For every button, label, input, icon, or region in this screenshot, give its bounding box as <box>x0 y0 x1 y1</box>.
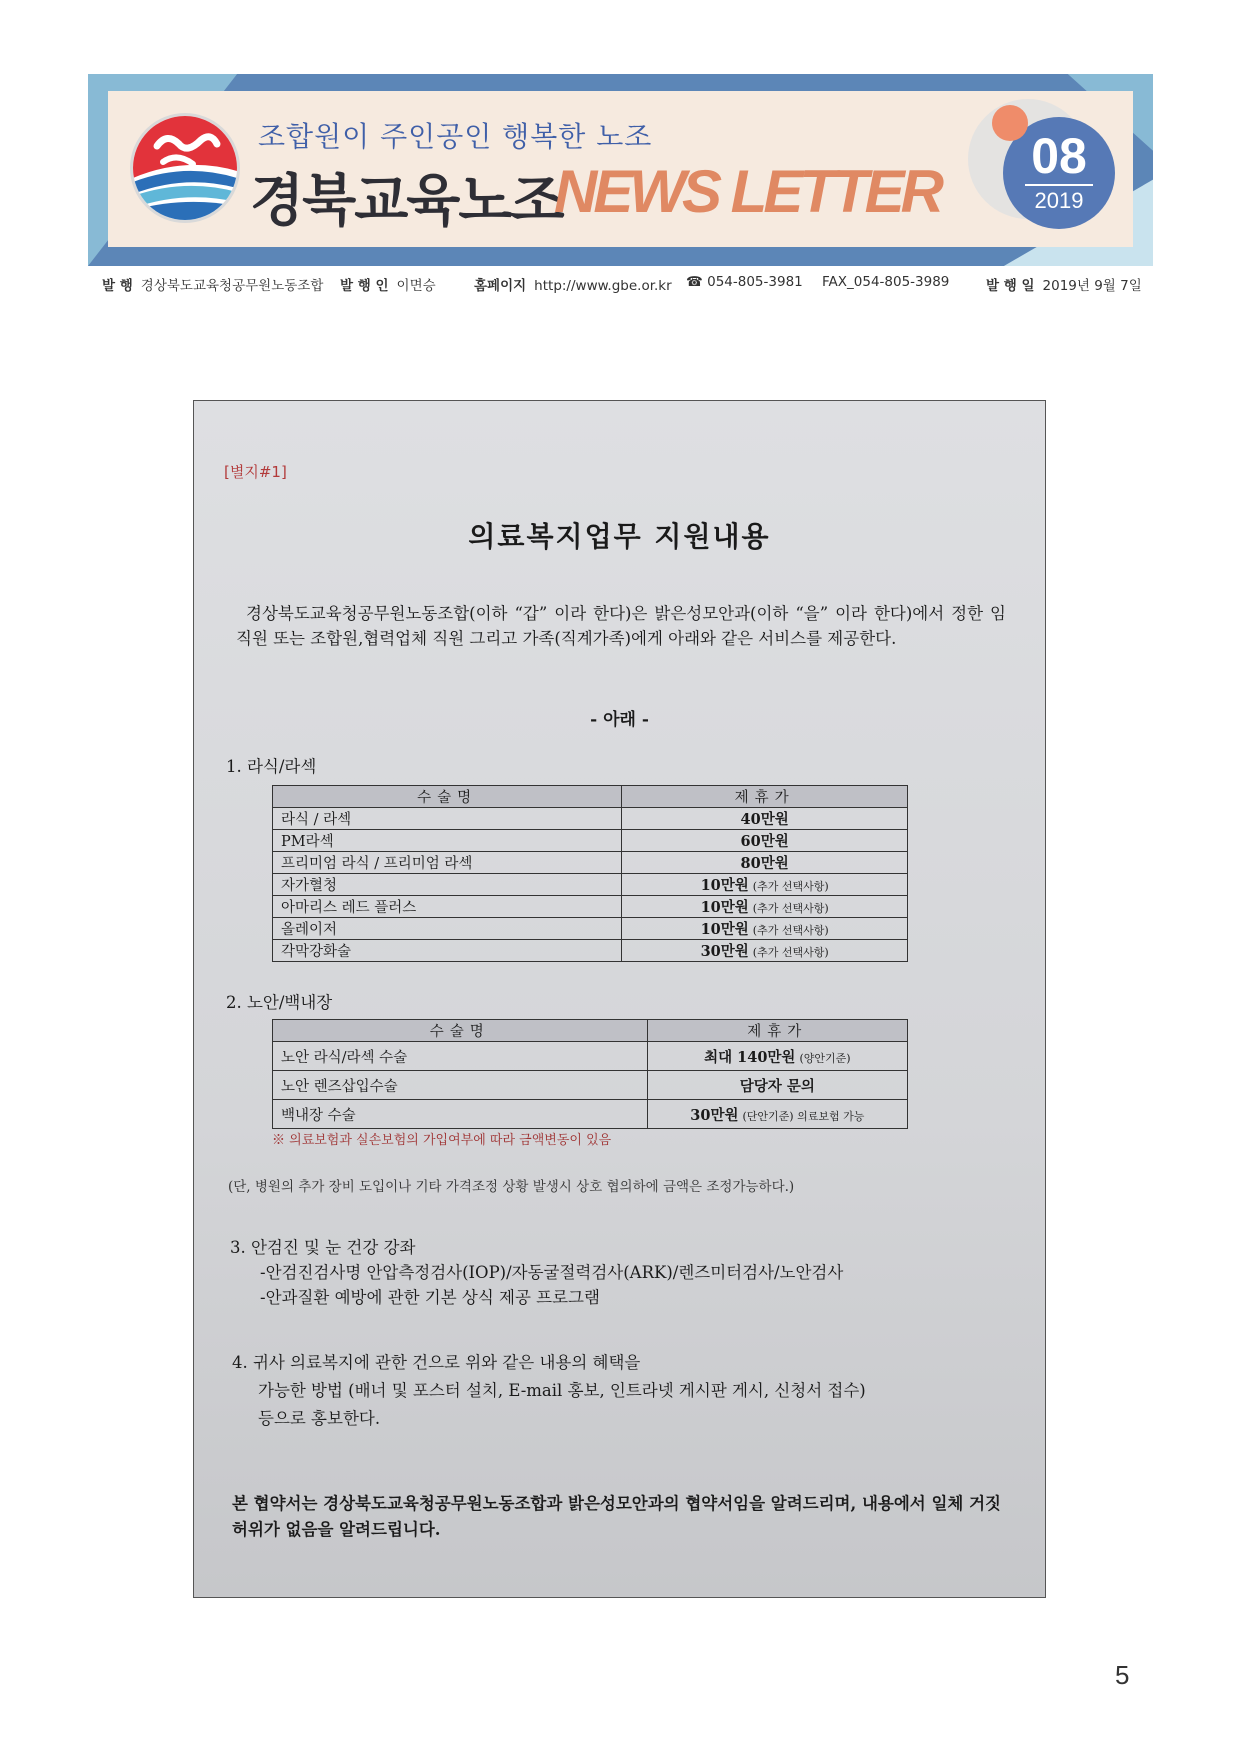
price-note: (추가 선택사항) <box>752 946 829 959</box>
decorative-dot <box>992 105 1028 141</box>
scanned-document <box>193 400 1046 1598</box>
issuer-value: 이면승 <box>396 278 436 294</box>
price-value: 담당자 문의 <box>739 1077 815 1095</box>
price-value: 40만원 <box>740 811 789 828</box>
price-cell <box>647 1100 907 1129</box>
document-title: 의료복지업무 지원내용 <box>468 520 771 553</box>
issue-divider <box>1025 184 1093 186</box>
phone-number: ☎ 054-805-3981 <box>686 274 803 290</box>
price-cell <box>622 808 908 830</box>
publisher-label: 발 행 <box>102 278 133 294</box>
price-value: 30만원 <box>700 943 749 960</box>
surgery-name: 각막강화술 <box>273 940 622 962</box>
union-logo-icon <box>130 113 240 223</box>
price-cell <box>622 874 908 896</box>
section3-line: -안과질환 예방에 관한 기본 상식 제공 프로그램 <box>260 1288 600 1307</box>
col-price-header: 제휴가 <box>622 786 908 808</box>
price-adjust-note: (단, 병원의 추가 장비 도입이나 기타 가격조정 상황 발생시 상호 협의하에 금액은 조정가능하다.) <box>228 1179 795 1195</box>
price-value: 10만원 <box>700 921 749 938</box>
header-banner <box>88 74 1153 266</box>
price-cell <box>622 852 908 874</box>
surgery-name: 라식 / 라섹 <box>273 808 622 830</box>
section4-line: 가능한 방법 (배너 및 포스터 설치, E-mail 홍보, 인트라넷 게시판 게시, 신청서 접수) <box>258 1381 866 1400</box>
col-price-header: 제휴가 <box>647 1020 907 1042</box>
price-value: 80만원 <box>740 855 789 872</box>
table-row <box>273 1042 908 1071</box>
table-header-row <box>273 1020 908 1042</box>
section3-heading: 3. 안검진 및 눈 건강 강좌 <box>230 1238 416 1257</box>
surgery-name: 아마리스 레드 플러스 <box>273 896 622 918</box>
insurance-note: ※ 의료보험과 실손보험의 가입여부에 따라 금액변동이 있음 <box>272 1133 612 1148</box>
surgery-name: 백내장 수술 <box>273 1100 648 1129</box>
annex-label: [별지#1] <box>224 463 287 481</box>
surgery-name: 자가혈청 <box>273 874 622 896</box>
col-surgery-header: 수술명 <box>273 786 622 808</box>
price-cell <box>622 896 908 918</box>
intro-paragraph: 경상북도교육청공무원노동조합(이하 “갑” 이라 한다)은 밝은성모안과(이하 “을” 이라 한다)에서 정한 임직원 또는 조합원,협력업체 직원 그리고 가족(직계가족)에게 아래와 같은 서비스를 제공한다. <box>236 604 1006 648</box>
price-note: (양안기준) <box>799 1051 851 1065</box>
price-cell <box>622 918 908 940</box>
date-label: 발 행 일 <box>986 278 1035 294</box>
publish-date <box>986 274 1142 294</box>
price-cell <box>622 940 908 962</box>
price-note: (추가 선택사항) <box>752 880 829 893</box>
table-row <box>273 808 908 830</box>
issue-year: 2019 <box>1034 188 1084 213</box>
publisher <box>102 274 323 294</box>
price-note: (추가 선택사항) <box>752 902 829 915</box>
newsletter-label: NEWS LETTER <box>554 158 940 225</box>
publication-info-bar <box>102 274 1142 296</box>
table-row <box>273 918 908 940</box>
price-note: (단안기준) 의료보험 가능 <box>742 1109 865 1123</box>
closing-statement: 본 협약서는 경상북도교육청공무원노동조합과 밝은성모안과의 협약서임을 알려드리며, 내용에서 일체 거짓 허위가 없음을 알려드립니다. <box>232 1494 1001 1539</box>
union-name: 경북교육노조 <box>250 169 563 234</box>
below-marker: - 아래 - <box>590 710 649 730</box>
surgery-name: PM라섹 <box>273 830 622 852</box>
page-number: 5 <box>1115 1660 1130 1690</box>
price-value: 10만원 <box>700 877 749 894</box>
section4 <box>232 1349 992 1433</box>
date-value: 2019년 9월 7일 <box>1042 278 1142 294</box>
table-header-row <box>273 786 908 808</box>
lasik-price-table <box>272 785 908 962</box>
section4-line: 등으로 홍보한다. <box>258 1409 381 1428</box>
section3-line: -안검진검사명 안압측정검사(IOP)/자동굴절력검사(ARK)/렌즈미터검사/노안검사 <box>260 1263 844 1282</box>
price-cell <box>647 1071 907 1100</box>
price-value: 60만원 <box>740 833 789 850</box>
col-surgery-header: 수술명 <box>273 1020 648 1042</box>
surgery-name: 올레이저 <box>273 918 622 940</box>
price-note: (추가 선택사항) <box>752 924 829 937</box>
section3 <box>230 1235 843 1310</box>
price-value: 10만원 <box>700 899 749 916</box>
section2-heading: 2. 노안/백내장 <box>226 993 333 1012</box>
surgery-name: 프리미엄 라식 / 프리미엄 라섹 <box>273 852 622 874</box>
table-row <box>273 852 908 874</box>
issuer <box>340 274 436 294</box>
table-row <box>273 940 908 962</box>
table-row <box>273 1071 908 1100</box>
slogan: 조합원이 주인공인 행복한 노조 <box>258 120 653 153</box>
price-value: 최대 140만원 <box>704 1048 796 1066</box>
section4-line: 4. 귀사 의료복지에 관한 건으로 위와 같은 내용의 혜택을 <box>232 1353 641 1372</box>
issue-number: 08 <box>1031 128 1087 184</box>
homepage-label: 홈페이지 <box>474 278 527 294</box>
price-value: 30만원 <box>690 1106 739 1124</box>
table-row <box>273 874 908 896</box>
homepage <box>474 274 672 294</box>
publisher-value: 경상북도교육청공무원노동조합 <box>140 278 324 294</box>
banner-panel <box>108 91 1133 247</box>
fax-number: FAX_054-805-3989 <box>822 274 950 290</box>
surgery-name: 노안 렌즈삽입수술 <box>273 1071 648 1100</box>
surgery-name: 노안 라식/라섹 수술 <box>273 1042 648 1071</box>
presbyopia-price-table <box>272 1019 908 1129</box>
table-row <box>273 830 908 852</box>
homepage-link[interactable]: http://www.gbe.or.kr <box>534 278 672 294</box>
issuer-label: 발 행 인 <box>340 278 389 294</box>
table-row <box>273 1100 908 1129</box>
price-cell <box>647 1042 907 1071</box>
section1-heading: 1. 라식/라섹 <box>226 757 317 776</box>
price-cell <box>622 830 908 852</box>
table-row <box>273 896 908 918</box>
